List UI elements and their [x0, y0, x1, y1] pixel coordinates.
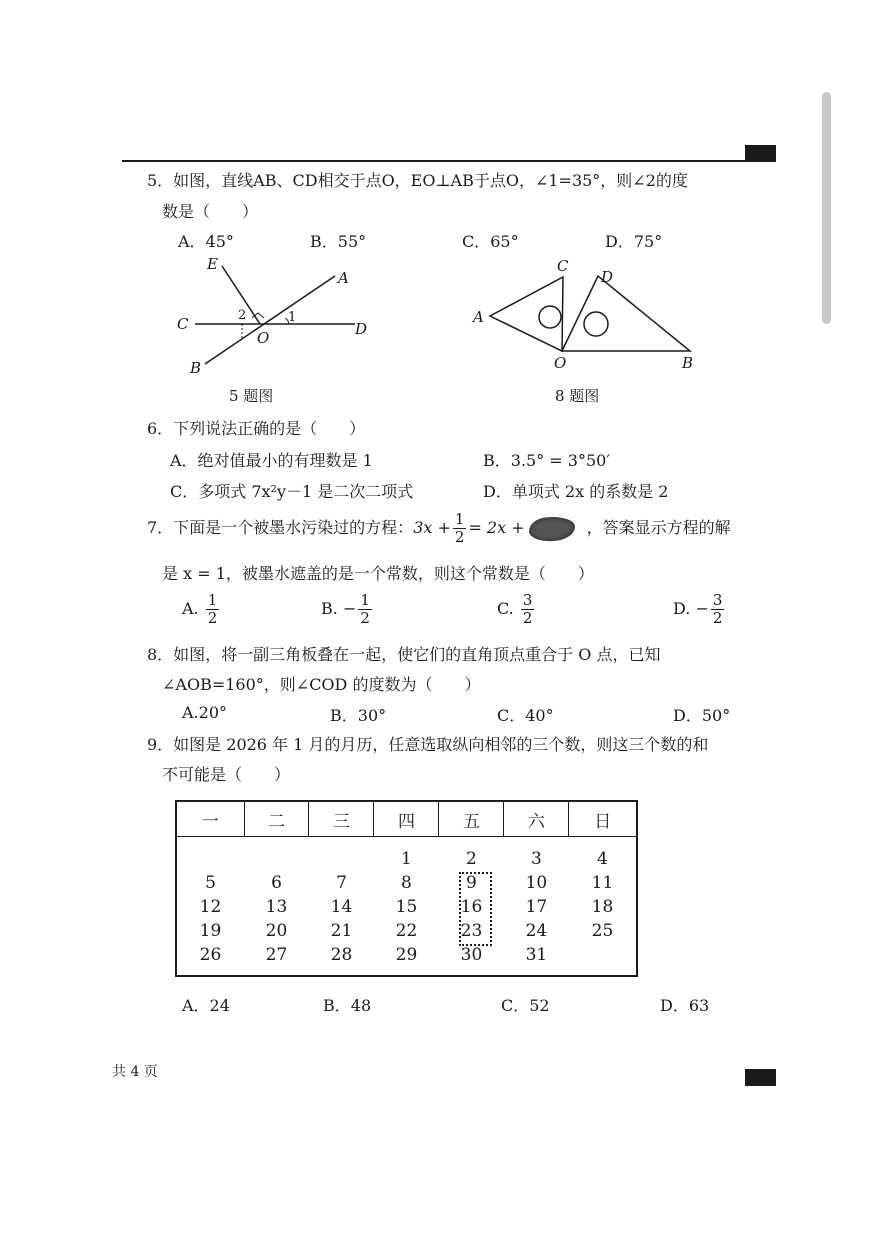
- q8-label-a: A: [473, 308, 484, 326]
- calendar-header-cell: 日: [569, 801, 637, 837]
- q7-option-b-num: 1: [360, 591, 370, 609]
- q6-option-d[interactable]: D．单项式 2x 的系数是 2: [483, 482, 669, 501]
- calendar-day-cell: 20: [265, 921, 288, 941]
- calendar-day-cell: 21: [330, 921, 353, 941]
- calendar-day-cell: 18: [591, 897, 614, 917]
- q7-option-d-sign: −: [695, 599, 709, 618]
- q8-stem-line1: 8．如图，将一副三角板叠在一起，使它们的直角顶点重合于 O 点，已知: [147, 645, 661, 664]
- q7-stem-line1: [147, 510, 731, 546]
- calendar-day-cell: 23: [460, 921, 483, 941]
- calendar-day-cell: [309, 847, 374, 871]
- calendar-day-cell: 27: [265, 945, 288, 965]
- q7-option-c-fraction: [521, 592, 535, 627]
- q5-stem-line2: 数是（ ）: [162, 202, 259, 221]
- q5-angle-1-label: 1: [288, 310, 297, 325]
- calendar-selection-box: [459, 872, 492, 946]
- calendar-day-cell: 22: [395, 921, 418, 941]
- q5-option-a[interactable]: A．45°: [178, 232, 234, 251]
- calendar-day-cell: 16: [460, 897, 483, 917]
- q9-stem-line1: 9．如图是 2026 年 1 月的月历，任意选取纵向相邻的三个数，则这三个数的和: [147, 735, 709, 754]
- q6-option-c[interactable]: C．多项式 7x²y－1 是二次二项式: [170, 482, 414, 501]
- calendar-day-cell: 9: [466, 873, 477, 893]
- calendar-week-row: [176, 943, 637, 967]
- q5-label-e: E: [207, 255, 218, 273]
- q7-equation-left: 3x +: [413, 518, 451, 537]
- q9-stem-line2: 不可能是（ ）: [162, 765, 291, 784]
- calendar-day-cell: 29: [395, 945, 418, 965]
- calendar-day-cell: 31: [525, 945, 548, 965]
- q8-label-b: B: [682, 354, 694, 372]
- q7-option-b-label: B.: [321, 599, 338, 618]
- calendar-week-row: [176, 919, 637, 943]
- q8-label-d: D: [601, 268, 614, 286]
- calendar-day-cell: 14: [330, 897, 353, 917]
- calendar-day-cell: 17: [525, 897, 548, 917]
- calendar-day-cell: 2: [466, 849, 477, 869]
- calendar-day-cell: 7: [336, 873, 347, 893]
- calendar-day-cell: [244, 847, 309, 871]
- q7-fraction-denominator: 2: [454, 528, 465, 546]
- q8-label-c: C: [557, 257, 569, 275]
- q7-option-b-fraction: [358, 592, 372, 627]
- q7-stem-line2: 是 x = 1，被墨水遮盖的是一个常数，则这个常数是（ ）: [162, 564, 594, 583]
- q8-figure-caption: 8 题图: [555, 387, 600, 405]
- calendar-day-cell: 13: [265, 897, 288, 917]
- q7-option-c-den: 2: [522, 609, 533, 627]
- calendar-day-cell: 26: [199, 945, 222, 965]
- q7-option-c-num: 3: [522, 591, 533, 609]
- q9-option-a[interactable]: A．24: [182, 996, 230, 1015]
- q7-option-b-den: 2: [360, 609, 370, 627]
- q5-angle-2-label: 2: [238, 308, 247, 323]
- calendar-day-cell: 19: [199, 921, 222, 941]
- calendar-header-cell: 二: [244, 801, 309, 837]
- q5-label-d: D: [355, 320, 368, 338]
- calendar-spacer-row: [176, 837, 637, 848]
- q7-option-d-fraction: [711, 592, 725, 627]
- calendar-day-cell: 5: [205, 873, 216, 893]
- q5-label-o: O: [257, 329, 270, 347]
- q5-option-b[interactable]: B．55°: [310, 232, 367, 251]
- q7-option-d-num: 3: [712, 591, 723, 609]
- q5-figure-caption: 5 题图: [229, 387, 274, 405]
- page-footer: 共 4 页: [112, 1064, 158, 1080]
- calendar-day-cell: 25: [591, 921, 614, 941]
- q5-label-a: A: [338, 269, 349, 287]
- calendar-day-cell: 10: [525, 873, 548, 893]
- calendar-header-cell: 三: [309, 801, 374, 837]
- calendar-day-cell: [569, 943, 637, 967]
- q7-equation-fraction: [453, 511, 467, 546]
- q7-option-c-label: C.: [497, 599, 514, 618]
- q7-stem-suffix: ，答案显示方程的解: [586, 518, 731, 537]
- q6-option-a[interactable]: A．绝对值最小的有理数是 1: [170, 451, 373, 470]
- q9-option-d[interactable]: D．63: [660, 996, 710, 1015]
- calendar-week-row: [176, 847, 637, 871]
- calendar-day-cell: 28: [330, 945, 353, 965]
- q8-stem-line2: ∠AOB=160°，则∠COD 的度数为（ ）: [162, 675, 481, 694]
- q5-stem-line1: 5．如图，直线AB、CD相交于点O，EO⊥AB于点O，∠1=35°，则∠2的度: [147, 171, 688, 190]
- q7-option-a[interactable]: [182, 592, 221, 627]
- calendar-day-cell: 24: [525, 921, 548, 941]
- q7-stem-prefix: 7．下面是一个被墨水污染过的方程：: [147, 518, 414, 537]
- ink-blot-icon: [528, 515, 576, 542]
- calendar-header-row: [176, 801, 637, 837]
- q8-option-b[interactable]: B．30°: [330, 706, 387, 725]
- calendar-week-row: [176, 895, 637, 919]
- calendar-header-cell: 五: [439, 801, 504, 837]
- q6-option-b[interactable]: B．3.5° = 3°50′: [483, 451, 610, 470]
- calendar-header-cell: 六: [504, 801, 569, 837]
- q8-label-o: O: [554, 354, 567, 372]
- calendar-day-cell: 1: [401, 849, 412, 869]
- calendar-day-cell: 11: [591, 873, 614, 893]
- q5-label-b: B: [190, 359, 202, 377]
- q7-option-a-den: 2: [207, 609, 218, 627]
- q8-option-d[interactable]: D．50°: [673, 706, 731, 725]
- q7-option-c[interactable]: [497, 592, 536, 627]
- q6-stem: 6．下列说法正确的是（ ）: [147, 419, 366, 438]
- calendar-week-row: [176, 871, 637, 895]
- calendar-day-cell: 3: [531, 849, 542, 869]
- calendar-day-cell: 6: [271, 873, 282, 893]
- q7-option-d[interactable]: [673, 592, 726, 627]
- calendar-day-cell: 15: [395, 897, 418, 917]
- q7-option-a-fraction: [206, 592, 220, 627]
- calendar-table: [175, 800, 638, 977]
- q7-option-a-num: 1: [207, 591, 218, 609]
- q7-fraction-numerator: 1: [454, 510, 465, 528]
- calendar-day-cell: 4: [597, 849, 608, 869]
- q7-equation-right: = 2x +: [468, 518, 525, 537]
- q9-option-c[interactable]: C．52: [501, 996, 550, 1015]
- q9-option-b[interactable]: B．48: [323, 996, 372, 1015]
- q5-label-c: C: [177, 315, 189, 333]
- calendar-day-cell: [176, 847, 244, 871]
- calendar-header-cell: 一: [176, 801, 244, 837]
- calendar-day-cell: 30: [460, 945, 483, 965]
- calendar-header-cell: 四: [374, 801, 439, 837]
- q8-option-c[interactable]: C．40°: [497, 706, 554, 725]
- q8-option-a[interactable]: A.20°: [182, 703, 227, 722]
- calendar-spacer-row: [176, 967, 637, 976]
- q7-option-d-label: D.: [673, 599, 691, 618]
- q5-option-c[interactable]: C．65°: [462, 232, 519, 251]
- q5-option-d[interactable]: D．75°: [605, 232, 663, 251]
- q7-option-d-den: 2: [712, 609, 723, 627]
- q7-option-a-label: A.: [182, 599, 199, 618]
- q7-option-b-sign: −: [342, 599, 357, 618]
- q7-option-b[interactable]: [321, 592, 374, 627]
- calendar-day-cell: 8: [401, 873, 412, 893]
- calendar-day-cell: 12: [199, 897, 222, 917]
